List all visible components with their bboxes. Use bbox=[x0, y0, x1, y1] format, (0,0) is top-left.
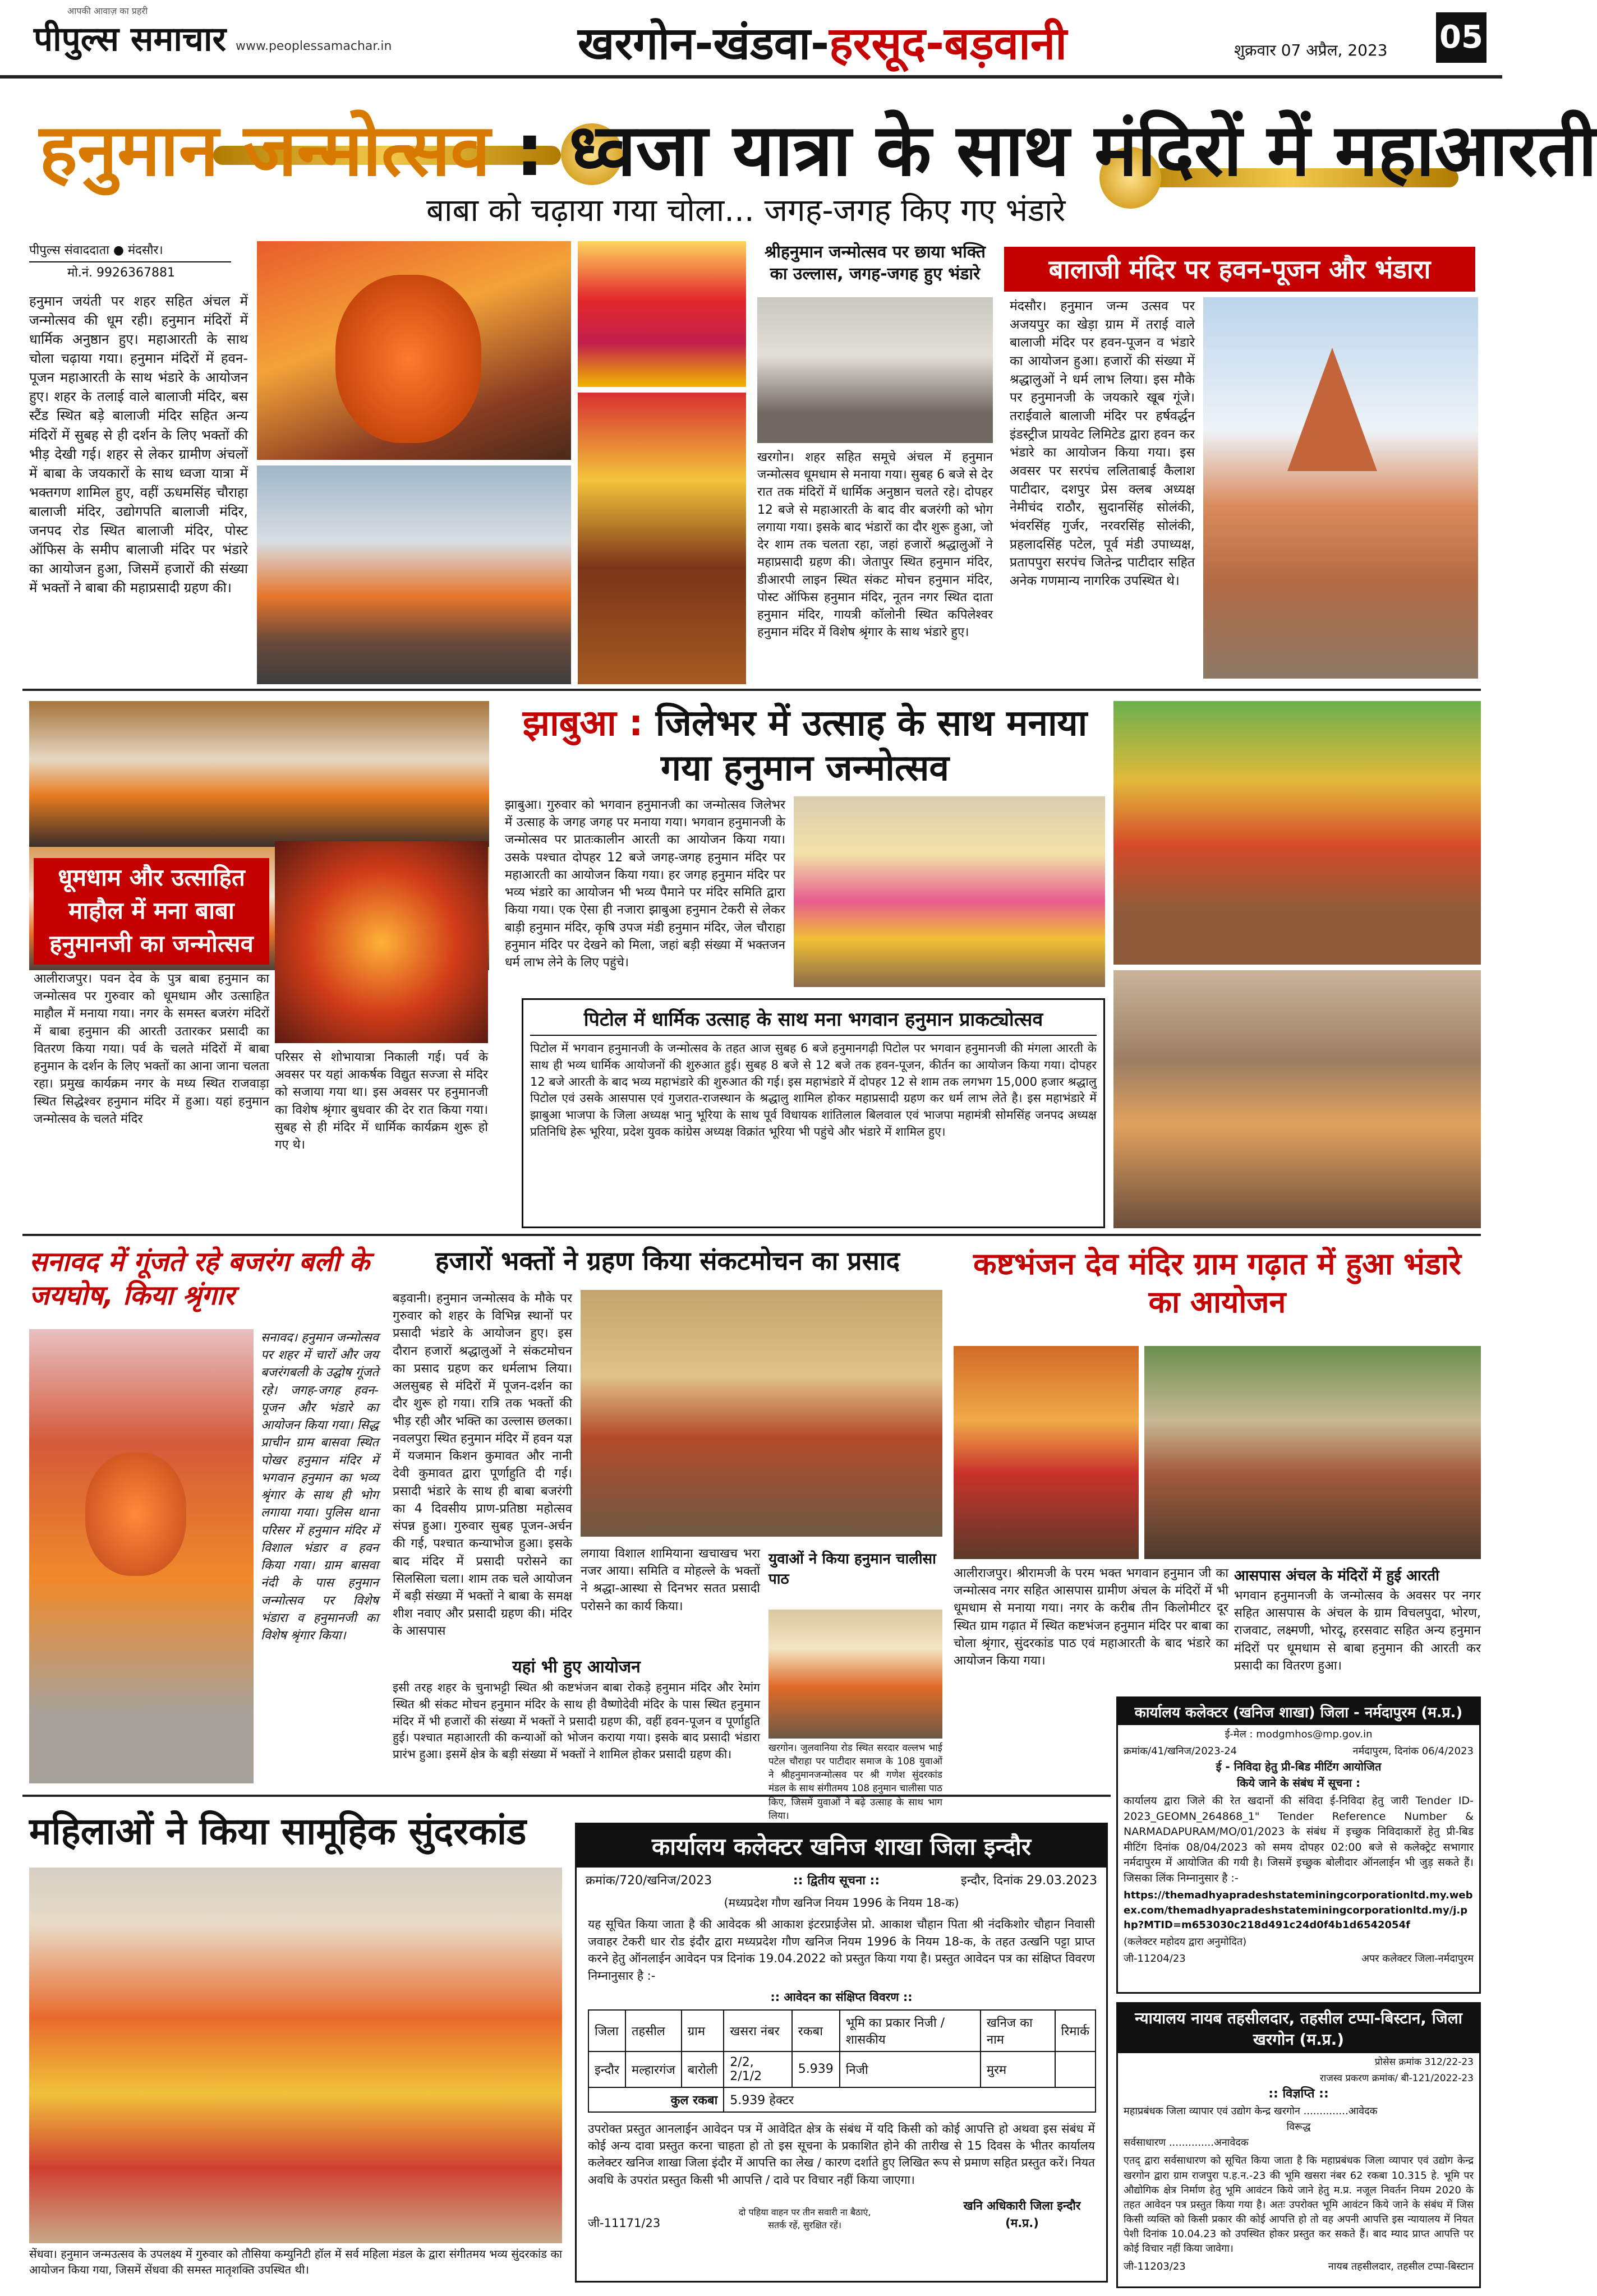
masthead bbox=[578, 11, 1067, 72]
table-total-value: 5.939 हेक्टर bbox=[724, 2087, 1096, 2112]
sanawad-heading: सनावद में गूंजते रहे बजरंग बली के जयघोष, किया श्रृंगार bbox=[29, 1246, 370, 1311]
jhabua-photo-devotees bbox=[1113, 970, 1481, 1228]
ad-tahsil-case2: राजस्व प्रकरण क्रमांक/ बी-121/2022-23 bbox=[1319, 2072, 1474, 2084]
table-header-cell: भूमि का प्रकार निजी / शासकीय bbox=[840, 2010, 981, 2051]
sanawad-photo-idol bbox=[29, 1329, 254, 1783]
ad-tahsil-applicant: महाप्रबंधक जिला व्यापार एवं उद्योग केन्द्र खरगोन ..............आवेदक bbox=[1124, 2105, 1378, 2118]
pitol-box bbox=[522, 998, 1105, 1228]
jhabua-photo-women bbox=[794, 796, 1105, 987]
lead-photo-decorated-altar bbox=[578, 241, 746, 387]
ad-narmadapuram-body: कार्यालय द्वारा जिले की रेत खदानों की संविदा ई-निविदा हेतु जारी Tender ID- 2023_GEOMN_264868_1" Tender Reference Number & NARMADAPURAM/MO/01/2023 के संबंध में इच्छुक निविदाकारों हेतु प्री-बिड मीटिंग दिनांक 08/04/2023 को समय दोपहर 02:00 बजे से कलेक्ट्रेट सभागार नर्मदापुरम में आयोजित की गयी है। जिसमें इच्छुक बोलीदार ऑनलाईन भी जुड़ सकते हैं। जिसका लिंक निम्नानुसार है :- bbox=[1124, 1795, 1474, 1884]
sundarkand-photo-women bbox=[29, 1868, 562, 2243]
table-header-cell: ग्राम bbox=[682, 2010, 724, 2051]
ad-tahsil-signature: नायब तहसीलदार, तहसील टप्पा-बिस्टान bbox=[1328, 2261, 1474, 2273]
ad-indore-date: इन्दौर, दिनांक 29.03.2023 bbox=[960, 1874, 1097, 1888]
barwani-body-2: लगाया विशाल शामियाना खचाखच भरा नजर आया। समिति व मोहल्ले के भक्तों ने श्रद्धा-आस्था से दिनभर सतत प्रसादी परोसने का कार्य किया। bbox=[581, 1547, 760, 1613]
ad-tahsil-case1: प्रोसेस क्रमांक 312/22-23 bbox=[1374, 2057, 1474, 2068]
alirajpur-photo-procession bbox=[29, 701, 489, 847]
ad-indore-ref: क्रमांक/720/खनिज/2023 bbox=[586, 1874, 712, 1888]
masthead-a: खरगोन-खंडवा- bbox=[578, 17, 830, 70]
table-cell: निजी bbox=[840, 2051, 981, 2087]
ad-narmadapuram-title: ई - निविदा हेतु प्री-बिड मीटिंग आयोजित bbox=[1216, 1760, 1382, 1774]
barwani-photo-havan bbox=[581, 1290, 942, 1537]
ad-indore bbox=[575, 1823, 1108, 2283]
ad-narmadapuram-refno: जी-11204/23 bbox=[1124, 1952, 1186, 1965]
ad-indore-heading: कार्यालय कलेक्टर खनिज शाखा जिला इन्दौर bbox=[577, 1824, 1106, 1868]
ad-narmadapuram bbox=[1116, 1696, 1481, 1994]
barwani-body: बड़वानी। हनुमान जन्मोत्सव के मौके पर गुरुवार को शहर के विभिन्न स्थानों पर प्रसादी भंडारे के आयोजन हुए। इस दौरान हजारों श्रद्धालुओं ने संकटमोचन का प्रसाद ग्रहण कर धर्मलाभ लिया। अलसुबह से मंदिरों में पूजन-दर्शन का दौर शुरू हो गया। रात्रि तक भक्तों की भीड़ रही और भक्ति का उल्लास छलका। नवलपुरा स्थित हनुमान मंदिर में हवन यज्ञ में यजमान किशन कुमावत और नानी देवी कुमावत द्वारा पूर्णाहुति दी गई। प्रसादी भंडारे के साथ ही बाबा बजरंगी का 4 दिवसीय प्राण-प्रतिष्ठा महोत्सव संपन्न हुआ। गुरुवार सुबह पूजन-अर्चन की गई, पश्चात कन्याभोज हुआ। इसके बाद मंदिर में प्रसादी परोसने का सिलसिला चला। शाम तक चले आयोजन में बड़ी संख्या में भक्तों ने बाबा के समक्ष शीश नवाए और प्रसादी ग्रहण की। मंदिर के आसपास bbox=[393, 1292, 572, 1639]
ad-tahsil-heading: न्यायालय नायब तहसीलदार, तहसील टप्पा-बिस्टान, जिला खरगोन (म.प्र.) bbox=[1118, 2004, 1479, 2053]
page-number: 05 bbox=[1436, 12, 1486, 63]
masthead-b: हरसूद-बड़वानी bbox=[829, 17, 1067, 70]
table-header-cell: खनिज का नाम bbox=[981, 2010, 1055, 2051]
alirajpur-body-2: परिसर से शोभायात्रा निकाली गई। पर्व के अवसर पर यहां आकर्षक विद्युत सज्जा से मंदिर को सजाया गया था। इस अवसर पर हनुमानजी का विशेष श्रृंगार बुधवार की देर रात किया गया। सुबह से ही मंदिर में धार्मिक कार्यक्रम शुरू हो गए थे। bbox=[275, 1050, 488, 1152]
ad-indore-refno: जी-11171/23 bbox=[588, 2216, 661, 2230]
section-divider bbox=[22, 1795, 1111, 1797]
ad-narmadapuram-date: नर्मदापुरम, दिनांक 06/4/2023 bbox=[1352, 1745, 1474, 1758]
kashtbhanjan-side-heading: आसपास अंचल के मंदिरों में हुई आरती bbox=[1234, 1567, 1439, 1584]
jhabua-body: झाबुआ। गुरुवार को भगवान हनुमानजी का जन्मोत्सव जिलेभर में उत्साह के जगह जगह पर मनाया गया। भगवान हनुमानजी के जन्मोत्सव पर प्रातःकालीन आरती का आयोजन किया गया। उसके पश्चात दोपहर 12 बजे जगह-जगह हनुमान मंदिर पर महाआरती का आयोजन किया गया। हर जगह हनुमान मंदिर पर भव्य भंडारे का आयोजन भी भव्य पैमाने पर मंदिर समिति द्वारा किया गया। एक ऐसा ही नजारा झाबुआ हनुमान टेकरी से लेकर बाड़ी हनुमान मंदिर, कृषि उपज मंडी हनुमान मंदिर, जेल चौराहा हनुमान मंदिर पर देखने को मिला, जहां बड़ी संख्या में भक्तजन धर्म लाभ लेने के लिए पहुंचे। bbox=[505, 798, 785, 970]
khargone-photo-bhandara bbox=[757, 297, 993, 443]
ad-narmadapuram-email: ई-मेल : modgmhos@mp.gov.in bbox=[1225, 1728, 1373, 1740]
ad-indore-rule: (मध्यप्रदेश गौण खनिज नियम 1996 के नियम 18-क) bbox=[724, 1896, 959, 1910]
chalisa-body: खरगोन। जुलवानिया रोड स्थित सरदार वल्लभ भाई पटेल चौराहा पर पाटीदार समाज के 108 युवाओं ने श्रीहनुमानजन्मोत्सव पर श्री गणेश सुंदरकांड मंडल के साथ संगीतमय 108 हनुमान चालीसा पाठ किए, जिसमें युवाओं ने बढ़े उत्साह के साथ भाग लिया। bbox=[768, 1742, 942, 1822]
ad-indore-para1: यह सूचित किया जाता है की आवेदक श्री आकाश इंटरप्राईजेस प्रो. आकाश चौहान पिता श्री नंदकिशोर चौहान निवासी जवाहर टेकरी धार रोड इंदौर द्वारा मध्यप्रदेश गौण खनिज नियम 1996 के नियम 18-क, के तहत उत्खनि पट्टा प्राप्त करने हेतु ऑनलाईन आवेदन पत्र दिनांक 19.04.2022 को प्रस्तुत किया गया है। प्रस्तुत आवेदन पत्र का संक्षिप्त विवरण निम्नानुसार है :- bbox=[588, 1917, 1095, 1983]
table-total-row bbox=[588, 2087, 1096, 2112]
ad-tahsil-body: एतद् द्वारा सर्वसाधारण को सूचित किया जाता है कि महाप्रबंधक जिला व्यापार एवं उद्योग केन्द्र खरगोन द्वारा ग्राम राजपुरा प.ह.न.-23 की भूमि खसरा नंबर 62 रकबा 10.315 हे. भूमि पर औद्योगिक क्षेत्र निर्माण हेतु भूमि आवंटन किये जाने हेतु म.प्र. नजूल निवर्तन नियम 2020 के तहत आवेदन पत्र प्रस्तुत किया गया है। अतः उपरोक्त भूमि आवंटन किये जाने के संबंध में जिस किसी व्यक्ति को किसी प्रकार की कोई आपत्ति हो तो वह अपनी आपत्ति इस न्यायालय में नियत पेशी दिनांक 10.04.23 को उपस्थित होकर प्रस्तुत कर सकते हैं। बाद म्याद प्राप्त आपत्ति पर कोई विचार नहीं किया जावेगा। bbox=[1124, 2155, 1474, 2255]
ad-narmadapuram-signature: अपर कलेक्टर जिला-नर्मदापुरम bbox=[1361, 1952, 1474, 1965]
lead-headline bbox=[39, 98, 1597, 196]
logo-tagline: आपकी आवाज़ का प्रहरी bbox=[67, 6, 148, 16]
section-divider bbox=[22, 689, 1481, 691]
ad-indore-table-title: :: आवेदन का संक्षिप्त विवरण :: bbox=[770, 1990, 913, 2004]
table-cell: मुरम bbox=[981, 2051, 1055, 2087]
lead-photo-temple-interior bbox=[578, 393, 746, 684]
chalisa-photo-youth bbox=[768, 1610, 942, 1739]
lead-headline-b: : ध्वजा यात्रा के साथ मंदिरों में महाआरती bbox=[490, 109, 1597, 192]
ad-tahsil-title: :: विज्ञप्ति :: bbox=[1268, 2087, 1329, 2101]
lead-photo-procession bbox=[257, 465, 571, 684]
jhabua-heading-b: जिलेभर में उत्साह के साथ मनाया गया हनुमान जन्मोत्सव bbox=[655, 703, 1088, 789]
barwani-heading: हजारों भक्तों ने ग्रहण किया संकटमोचन का प्रसाद bbox=[435, 1246, 900, 1276]
jhabua-heading-a: झाबुआ : bbox=[522, 703, 656, 744]
barwani-subheading: यहां भी हुए आयोजन bbox=[512, 1657, 641, 1677]
ad-indore-para2: उपरोक्त प्रस्तुत आनलाईन आवेदन पत्र में आवेदित क्षेत्र के संबंध में यदि किसी को कोई आपत्ति हो अथवा इस संबंध में कोई अन्य दावा प्रस्तुत करना चाहता हो तो इस सूचना के प्रकाशित होने की तारीख से 15 दिवस के भीतर कार्यालय कलेक्टर खनिज शाखा जिला इंदौर में आपत्ति का लेख / कारण दर्शाते हुए लिखित रूप से प्रमाण सहित प्रस्तुत करें। नियत अवधि के उपरांत प्रस्तुत किसी भी आपत्ति / दावे पर विचार नहीं किया जाएगा। bbox=[588, 2122, 1095, 2187]
table-header-cell: रकबा bbox=[792, 2010, 840, 2051]
kashtbhanjan-side-body: भगवान हनुमानजी के जन्मोत्सव के अवसर पर नगर सहित आसपास के अंचल के ग्राम विचलपुदा, भोरण, राजवाट, लक्ष्मणी, भोरदू, हरसवाट सहित अन्य हनुमान मंदिरों पर धूमधाम से बाबा हनुमान की आरती कर प्रसादी का वितरण हुआ। bbox=[1234, 1589, 1481, 1673]
jhabua-photo-puja bbox=[1113, 701, 1481, 965]
balaji-heading: बालाजी मंदिर पर हवन-पूजन और भंडारा bbox=[1004, 247, 1475, 292]
lead-subheadline: बाबा को चढ़ाया गया चोला... जगह-जगह किए गए भंडारे bbox=[426, 192, 1066, 229]
table-header-cell: खसरा नंबर bbox=[724, 2010, 791, 2051]
ad-indore-signature: खनि अधिकारी जिला इन्दौर (म.प्र.) bbox=[963, 2199, 1081, 2230]
table-cell: 2/2, 2/1/2 bbox=[724, 2051, 791, 2087]
ad-tahsil bbox=[1116, 2002, 1481, 2288]
site-url[interactable]: www.peoplessamachar.in bbox=[236, 39, 392, 53]
ad-narmadapuram-link[interactable]: https://themadhyapradeshstateminingcorporationltd.my.webex.com/themadhyapradeshstateminingcorporationltd.my/j.php?MTID=m653030c218d491c24d0f4b1d6542054f bbox=[1124, 1889, 1473, 1931]
table-cell bbox=[1055, 2051, 1096, 2087]
ad-indore-footer-note: दो पहिया वाहन पर तीन सवारी ना बैठाएं, सतर्क रहें, सुरक्षित रहें। bbox=[738, 2206, 871, 2230]
lead-body: हनुमान जयंती पर शहर सहित अंचल में जन्मोत्सव की धूम रही। हनुमान मंदिरों में धार्मिक अनुष्ठान हुए। महाआरती के साथ चोला चढ़ाया गया। हनुमान मंदिरों में हवन-पूजन महाआरती के साथ भंडारे के आयोजन हुए। शहर के तलाई वाले बालाजी मंदिर, बस स्टैंड स्थित बड़े बालाजी मंदिर सहित अन्य मंदिरों में सुबह से ही दर्शन के लिए भक्तों की भीड़ देखी गई। शहर से लेकर ग्रामीण अंचलों में बाबा के जयकारों के साथ ध्वजा यात्रा में भक्तगण शामिल हुए, वहीं ऊधमसिंह चौराहा बालाजी मंदिर, उद्योगपति बालाजी मंदिर, जनपद रोड स्थित बालाजी मंदिर, पोस्ट ऑफिस के समीप बालाजी मंदिर पर भंडारे का आयोजन हुआ, जिसमें हजारों की संख्या में भक्तों ने बाबा की महाप्रसादी ग्रहण की। bbox=[29, 293, 248, 596]
ad-narmadapuram-note: (कलेक्टर महोदय द्वारा अनुमोदित) bbox=[1124, 1935, 1247, 1948]
sundarkand-heading: महिलाओं ने किया सामूहिक सुंदरकांड bbox=[29, 1810, 527, 1853]
ad-tahsil-versus: विरूद्ध bbox=[1286, 2121, 1311, 2133]
lead-headline-a: हनुमान जन्मोत्सव bbox=[39, 109, 490, 192]
kashtbhanjan-body: आलीराजपुर। श्रीरामजी के परम भक्त भगवान हनुमान जी का जन्मोत्सव नगर सहित आसपास ग्रामीण अंचल के मंदिरों में भी धूमधाम से मनाया गया। नगर के करीब तीन किलोमीटर दूर स्थित ग्राम गढ़ात में स्थित कष्टभंजन हनुमान मंदिर पर बाबा का चोला श्रृंगार, सुंदरकांड पाठ एवं महाआरती के बाद भंडारे का आयोजन किया गया। bbox=[954, 1566, 1228, 1668]
ad-tahsil-respondent: सर्वसाधारण ..............अनावेदक bbox=[1124, 2137, 1249, 2149]
alirajpur-heading: धूमधाम और उत्साहित माहौल में मना बाबा हनुमानजी का जन्मोत्सव bbox=[34, 858, 269, 965]
sundarkand-caption: सेंधवा। हनुमान जन्मउत्सव के उपलक्ष्य में गुरुवार को तौसिया कम्युनिटी हॉल में सर्व महिला मंडल के द्वारा संगीतमय भव्य सुंदरकांड का आयोजन किया गया, जिसमें सेंधवा की समस्त मातृशक्ति उपस्थित थी। bbox=[29, 2247, 562, 2277]
balaji-body: मंदसौर। हनुमान जन्म उत्सव पर अजयपुर का खेड़ा ग्राम में तराई वाले बालाजी मंदिर पर हवन-पूजन व भंडारे का आयोजन हुआ। हजारों की संख्या में श्रद्धालुओं ने धर्म लाभ लिया। इस मौके पर हनुमानजी के जयकारे खूब गूंजे। तराईवाले बालाजी मंदिर पर हर्षवर्द्धन इंडस्ट्रीज प्रायवेट लिमिटेड द्वारा हवन कर भंडारे का आयोजन किया गया। इस अवसर पर सरपंच ललिताबाई कैलाश पाटीदार, दशपुर प्रेस क्लब अध्यक्ष नेमीचंद राठौर, सुदानसिंह सोलंकी, भंवरसिंह गुर्जर, नरवरसिंह सोलंकी, प्रहलादसिंह पटेल, पूर्व मंडी उपाध्यक्ष, प्रतापपुरा सरपंच जितेन्द्र पाटीदार सहित अनेक गणमान्य नागरिक उपस्थित थे। bbox=[1010, 299, 1195, 588]
khargone-heading: श्रीहनुमान जन्मोत्सव पर छाया भक्ति का उल्लास, जगह-जगह हुए भंडारे bbox=[764, 242, 986, 284]
sanawad-body: सनावद। हनुमान जन्मोत्सव पर शहर में चारों और जय बजरंगबली के उद्घोष गूंजते रहे। जगह-जगह हवन-पूजन और भंडारे का आयोजन किया गया। सिद्ध प्राचीन ग्राम बासवा स्थित पोखर हनुमान मंदिर में भगवान हनुमान का भव्य श्रृंगार के साथ ही भोग लगाया गया। पुलिस थाना परिसर में हनुमान मंदिर में विशाल भंडार व हवन किया गया। ग्राम बासवा नंदी के पास हनुमान जन्मोत्सव पर विशेष भंडारा व हनुमानजी का विशेष श्रृंगार किया। bbox=[261, 1331, 379, 1643]
table-cell: 5.939 bbox=[792, 2051, 840, 2087]
lead-byline: पीपुल्स संवाददाता ● मंदसौर। bbox=[29, 241, 231, 262]
ad-narmadapuram-ref: क्रमांक/41/खनिज/2023-24 bbox=[1124, 1745, 1237, 1758]
section-divider bbox=[22, 1234, 1481, 1236]
table-header-row bbox=[588, 2010, 1096, 2051]
kashtbhanjan-photo-devotees bbox=[1144, 1346, 1481, 1559]
table-header-cell: तहसील bbox=[625, 2010, 682, 2051]
pitol-body: पिटोल में भगवान हनुमानजी के जन्मोत्सव के तहत आज सुबह 6 बजे हनुमानगढ़ी पिटोल पर भगवान हनुमानजी की मंगला आरती के साथ ही भव्य धार्मिक आयोजनों की शुरुआत हुई। सुबह 8 बजे से 12 बजे तक हवन-पूजन, कीर्तन का आयोजन किया गया। दोपहर 12 बजे आरती के बाद भव्य महाभंडारे की शुरुआत की गई। इस महाभंडारे में दोपहर 12 से शाम तक लगभग 15,000 हजार श्रद्धालु पिटोल एवं उसके आसपास एवं गुजरात-राजस्थान के श्रद्धालु शामिल होकर महाप्रसादी ग्रहण कर धर्म लाभ लेते है। इस महाभंडारे में झाबुआ भाजपा के जिला अध्यक्ष भानु भूरिया के साथ पूर्व विधायक शांतिलाल बिलवाल एवं भाजपा महामंत्री सोमसिंह जनपद अध्यक्ष प्रतिनिधि हेरू भूरिया, प्रदेश युवक कांग्रेस अध्यक्ष विक्रांत भूरिया भी पहुंचे और भंडारे में शामिल हुए। bbox=[530, 1041, 1097, 1139]
table-row bbox=[588, 2051, 1096, 2087]
barwani-subbody: इसी तरह शहर के चुनाभट्टी स्थित श्री कष्टभंजन बाबा रोकड़े हनुमान मंदिर और रेमांग स्थित श्री संकट मोचन हनुमान मंदिर के साथ ही वैष्णोदेवी मंदिर के पास स्थित हनुमान मंदिर में भी हजारों की संख्या में भक्तों ने प्रसादी ग्रहण की, वहीं हवन-पूजन व पूर्णाहुति हुई। पश्चात महाआरती की कन्याओं को भोजन कराया गया। इसके बाद प्रसादी भंडारा प्रारंभ हुआ। इसमें क्षेत्र के बड़ी संख्या में भक्तों ने शामिल होकर प्रसादी ग्रहण की। bbox=[393, 1681, 760, 1762]
kashtbhanjan-heading: कष्टभंजन देव मंदिर ग्राम गढ़ात में हुआ भंडारे का आयोजन bbox=[973, 1246, 1461, 1320]
table-cell: बारोली bbox=[682, 2051, 724, 2087]
jhabua-heading bbox=[505, 701, 1105, 791]
ad-indore-table bbox=[588, 2009, 1096, 2113]
khargone-body: खरगोन। शहर सहित समूचे अंचल में हनुमान जन्मोत्सव धूमधाम से मनाया गया। सुबह 6 बजे से देर रात तक मंदिरों में धार्मिक अनुष्ठान चलते रहे। दोपहर 12 बजे से महाआरती के बाद वीर बजरंगी को भोग लगाया गया। इसके बाद भंडारों का दौर शुरू हुआ, जो देर शाम तक चलता रहा, जहां हजारों श्रद्धालुओं ने महाप्रसादी ग्रहण की। जेतापुर स्थित हनुमान मंदिर, डीआरपी लाइन स्थित संकट मोचन हनुमान मंदिर, पोस्ट ऑफिस हनुमान मंदिर, नूतन नगर स्थित दाता हनुमान मंदिर, गायत्री कॉलोनी स्थित कपिलेश्वर हनुमान मंदिर में विशेष श्रृंगार के साथ भंडारे हुए। bbox=[757, 450, 993, 640]
table-total-label: कुल रकबा bbox=[588, 2087, 724, 2112]
alirajpur-body: आलीराजपुर। पवन देव के पुत्र बाबा हनुमान का जन्मोत्सव पर गुरुवार को धूमधाम और उत्साहित माहौल में मनाया गया। नगर के समस्त बजरंग मंदिरों में बाबा हनुमान की आरती उतारकर प्रसादी का वितरण किया गया। पर्व के चलते मंदिरों में बाबा हनुमान के दर्शन के लिए भक्तों का आना जाना चलता रहा। प्रमुख कार्यक्रम नगर के मध्य स्थित राजवाड़ा स्थित सिद्धेश्वर हनुमान मंदिर में हुआ। यहां हनुमान जन्मोत्सव के चलते मंदिर bbox=[34, 972, 269, 1126]
chalisa-heading: युवाओं ने किया हनुमान चालीसा पाठ bbox=[768, 1551, 936, 1588]
table-cell: इन्दौर bbox=[588, 2051, 625, 2087]
ad-narmadapuram-sub: किये जाने के संबंध में सूचना : bbox=[1236, 1776, 1361, 1790]
alirajpur-photo-idol bbox=[275, 841, 488, 1043]
issue-date: शुक्रवार 07 अप्रैल, 2023 bbox=[1234, 41, 1388, 59]
pitol-heading: पिटोल में धार्मिक उत्साह के साथ मना भगवान हनुमान प्राकट्योत्सव bbox=[530, 1006, 1097, 1036]
lead-mobile: मो.नं. 9926367881 bbox=[67, 266, 176, 280]
balaji-photo-temple bbox=[1203, 297, 1478, 679]
ad-narmadapuram-heading: कार्यालय कलेक्टर (खनिज शाखा) जिला - नर्मदापुरम (म.प्र.) bbox=[1118, 1698, 1479, 1725]
page-header bbox=[0, 0, 1502, 79]
lead-photo-idol bbox=[257, 241, 571, 460]
kashtbhanjan-photo-idol bbox=[954, 1346, 1139, 1559]
table-header-cell: जिला bbox=[588, 2010, 625, 2051]
newspaper-logo: पीपुल्स समाचार bbox=[34, 20, 227, 59]
table-cell: मल्हारगंज bbox=[625, 2051, 682, 2087]
ad-indore-notice-type: :: द्वितीय सूचना :: bbox=[793, 1874, 880, 1888]
table-header-cell: रिमार्क bbox=[1055, 2010, 1096, 2051]
ad-tahsil-refno: जी-11203/23 bbox=[1124, 2261, 1186, 2273]
